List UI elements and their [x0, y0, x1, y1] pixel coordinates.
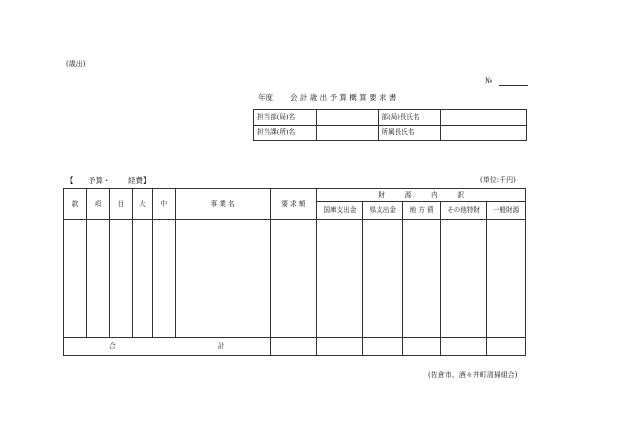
col-chihousai: 地 方 債 — [403, 202, 441, 220]
cell-chu[interactable] — [152, 220, 175, 338]
cell-ken[interactable] — [363, 220, 403, 338]
budget-table — [63, 188, 526, 356]
col-sonota: その他特財 — [441, 202, 487, 220]
col-ippan: 一般財源 — [487, 202, 526, 220]
col-chu: 中 — [152, 189, 175, 220]
total-yokyu[interactable] — [270, 338, 317, 356]
cell-ippan[interactable] — [487, 220, 526, 338]
dept-head-label: 部(局)長氏名 — [378, 110, 441, 126]
page-title: 会 計 歳 出 予 算 概 算 要 求 書 — [290, 93, 397, 102]
total-label-cell — [64, 338, 271, 356]
unit-label: (単位:千円) — [480, 176, 516, 184]
dept-value-cell[interactable] — [316, 110, 378, 126]
cell-kou[interactable] — [86, 220, 109, 338]
section-head-value-cell[interactable] — [441, 125, 527, 141]
footer-note: (佐倉市、酒々井町清掃組合) — [428, 371, 518, 379]
section-expense: 経費】 — [128, 176, 151, 185]
cell-chihousai[interactable] — [403, 220, 441, 338]
category-label: (歳出) — [66, 60, 86, 68]
total-kokko[interactable] — [317, 338, 363, 356]
section-head-label: 所属長氏名 — [378, 125, 441, 141]
section-bracket: 【 — [66, 176, 74, 185]
total-ippan[interactable] — [487, 338, 526, 356]
cell-moku[interactable] — [109, 220, 132, 338]
title-year: 年度 — [258, 93, 273, 102]
cell-kokko[interactable] — [317, 220, 363, 338]
total-ken[interactable] — [363, 338, 403, 356]
col-moku: 目 — [109, 189, 132, 220]
col-kan: 款 — [64, 189, 87, 220]
cell-dai[interactable] — [132, 220, 152, 338]
col-ken: 県支出金 — [363, 202, 403, 220]
total-right-label: 計 — [217, 342, 225, 351]
dept-head-value-cell[interactable] — [441, 110, 527, 126]
col-dai: 大 — [132, 189, 152, 220]
total-left-label: 合 — [109, 342, 116, 351]
number-field[interactable] — [499, 85, 528, 86]
col-kokko: 国庫支出金 — [317, 202, 363, 220]
section-value-cell[interactable] — [316, 125, 378, 141]
section-label: 担当課(所)名 — [254, 125, 317, 141]
cell-yokyu[interactable] — [270, 220, 317, 338]
total-sonota[interactable] — [441, 338, 487, 356]
cell-sonota[interactable] — [441, 220, 487, 338]
col-zaigen: 財 源 内 訳 — [317, 189, 526, 202]
number-label: № — [485, 76, 493, 85]
col-yokyu: 要 求 額 — [270, 189, 317, 220]
total-chihousai[interactable] — [403, 338, 441, 356]
col-jigyo: 事 業 名 — [175, 189, 270, 220]
cell-jigyo[interactable] — [175, 220, 270, 338]
col-kou: 項 — [86, 189, 109, 220]
section-budget: 予算・ — [88, 176, 111, 185]
cell-kan[interactable] — [64, 220, 87, 338]
dept-label: 担当部(局)名 — [254, 110, 317, 126]
info-table — [253, 109, 527, 141]
